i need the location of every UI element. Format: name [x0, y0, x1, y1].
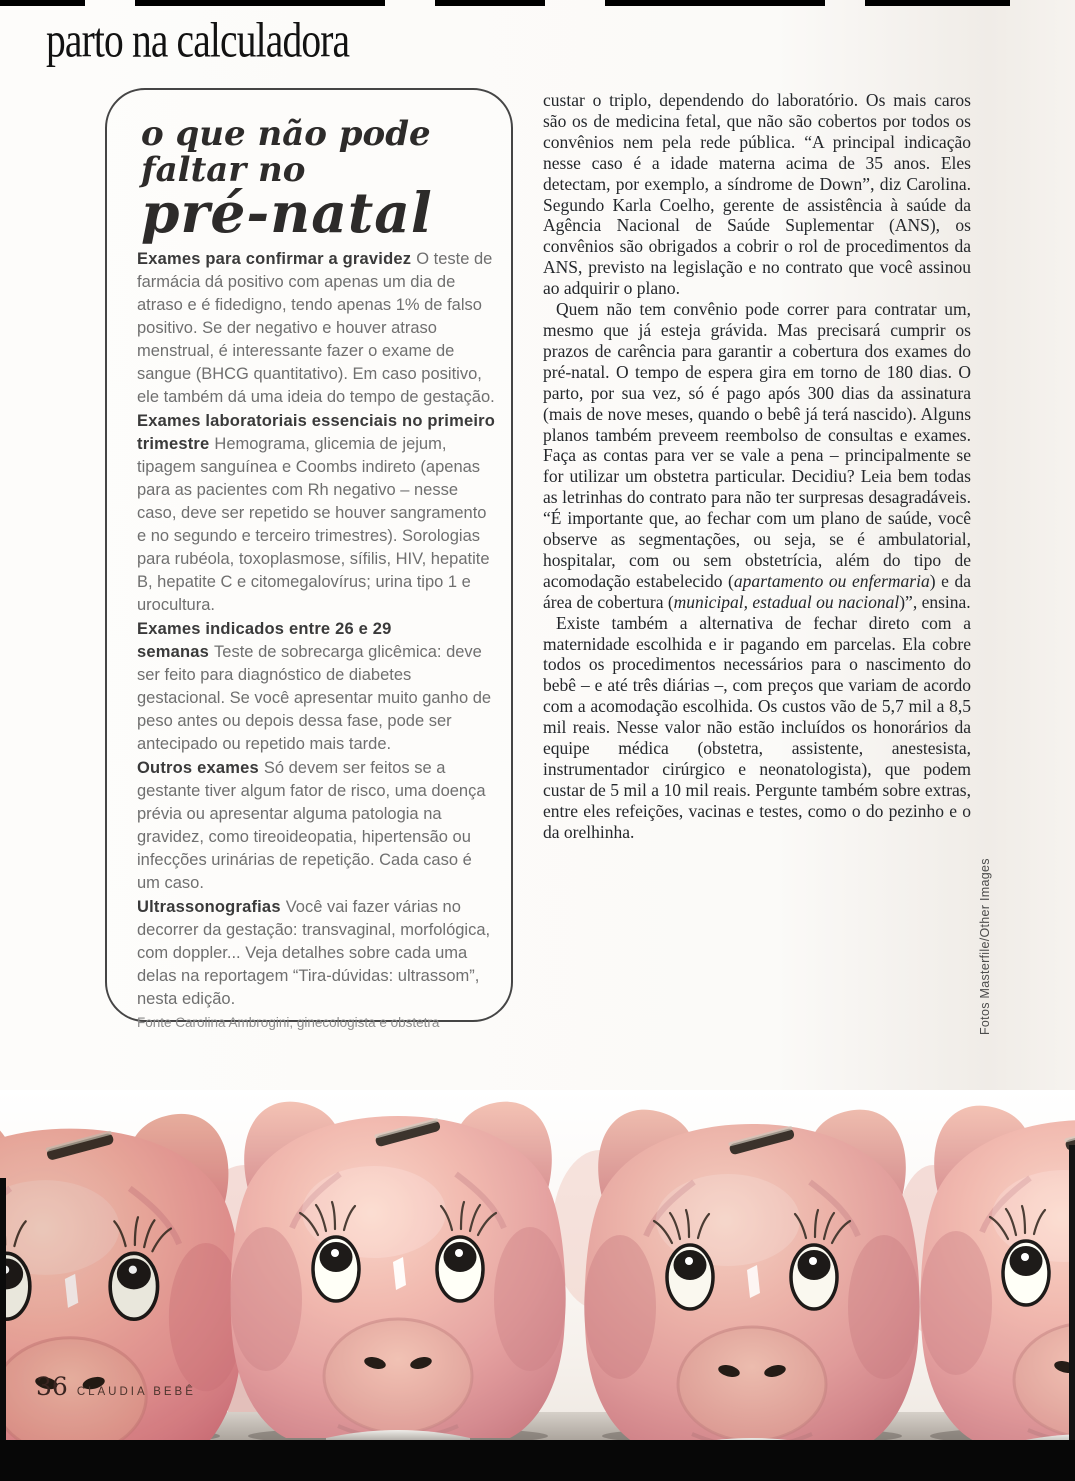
piggy-bank-4 [920, 1106, 1075, 1450]
paragraph-text-italic: apartamento ou enfermaria [733, 570, 930, 591]
section-lead: Ultrassonografias [137, 898, 281, 916]
section-text: Teste de sobrecarga glicêmica: deve ser feito para diagnóstico de diabetes gestacional. Se você apresentar muito ganho de peso antes ou depois dessa fase, pode ser antecipado ou repetido mais tarde. [137, 643, 492, 753]
scan-edge-right [1069, 1145, 1075, 1481]
scan-edge-left [0, 1178, 6, 1481]
article-paragraph [543, 299, 971, 613]
page-number: 36 [36, 1372, 68, 1401]
paragraph-text-italic: municipal, estadual ou nacional [673, 591, 900, 612]
section-text: Hemograma, glicemia de jejum, tipagem sanguínea e Coombs indireto (apenas para as pacientes com Rh negativo – nesse caso, deve ser repetido se houver sangramento e no segundo e terceiro trimestres). Sorologias para rubéola, toxoplasmose, sífilis, HIV, hepatite B, hepatite C e citomegalovírus; urina tipo 1 e urocultura. [137, 435, 490, 614]
scan-edge-top [0, 0, 1075, 6]
box-section [137, 410, 495, 617]
box-section [137, 757, 495, 895]
box-title [141, 114, 495, 245]
paragraph-text: ) e da área de cobertura ( [543, 570, 971, 612]
article-column [543, 90, 971, 843]
section-lead: Outros exames [137, 759, 259, 777]
paragraph-text: Existe também a alternativa de fechar direto com a maternidade escolhida e ir pagando em parcelas. Ela cobre todos os procedimentos necessários para o nascimento do bebê – e até três diárias –, com preços que variam de acordo com a acomodação escolhida. Os custos vão de 5,7 mil a 8,5 mil reais. Nesse valor não estão incluídos os honorários da equipe médica (obstetra, assistente, anestesista, instrumentador cirúrgico e neonatologista), que podem custar de 5 mil a 10 mil reais. Pergunte também sobre extras, entre eles refeições, vacinas e testes, como o do pezinho e o da orelhinha. [543, 612, 971, 842]
section-text: Só devem ser feitos se a gestante tiver algum fator de risco, uma doença prévia ou apresentar alguma patologia na gravidez, como tireoideopatia, hipertensão ou infecções urinárias de repetição. Cada caso é um caso. [137, 759, 486, 892]
piggy-banks-illustration [0, 1090, 1075, 1481]
piggy-bank-1 [0, 1114, 243, 1469]
piggy-bank-3 [584, 1110, 920, 1454]
section-lead: Exames indicados entre 26 e 29 semanas [137, 620, 392, 661]
section-text: Você vai fazer várias no decorrer da gestação: transvaginal, morfológica, com doppler... Veja detalhes sobre cada uma delas na reportagem “Tira-dúvidas: ultrassom”, nesta edição. [137, 898, 491, 1008]
box-title-line2: pré-natal [141, 180, 433, 245]
box-section [137, 618, 495, 756]
photo-credit: Fotos Masterfile/Other Images [978, 858, 992, 1035]
section-lead: Exames para confirmar a gravidez [137, 250, 412, 268]
piggy-banks-photo [0, 1090, 1075, 1481]
section-text: O teste de farmácia dá positivo com apenas um dia de atraso e é fidedigno, tendo apenas 1% de falso positivo. Se der negativo e houver atraso menstrual, é interessante fazer o exame de sangue (BHCG quantitativo). Em caso positivo, ele também dá uma ideia do tempo de gestação. [137, 250, 495, 406]
prenatal-checklist-box [105, 88, 513, 1030]
article-paragraph [543, 90, 971, 299]
section-lead: Exames laboratoriais essenciais no primeiro trimestre [137, 412, 496, 453]
page-footer [36, 1372, 196, 1401]
scan-edge-bottom [0, 1440, 1075, 1481]
paragraph-text: )”, ensina. [899, 591, 971, 612]
source-credit: Fonte Carolina Ambrogini, ginecologista e obstetra [137, 1015, 440, 1030]
magazine-title: CLAUDIA BEBÊ [76, 1386, 196, 1398]
paragraph-text: Quem não tem convênio pode correr para contratar um, mesmo que já esteja grávida. Mas precisará cumprir os prazos de carência para garantir a cobertura dos exames do pré-natal. O tempo de espera gira em torno de 180 dias. O parto, por sua vez, só é pago após 300 dias da assinatura (mais de nove meses, quando o bebê já terá nascido). Alguns planos também preveem reembolso de consultas e exames. Faça as contas para ver se vale a pena – principalmente se for utilizar um obstetra particular. Decidiu? Leia bem todas as letrinhas do contrato para não ter surpresas desagradáveis. “É importante que, ao fechar com um plano de saúde, você observe as segmentações, ou seja, se é ambulatorial, hospitalar, com ou sem obstetrícia, além do tipo de acomodação estabelecido ( [543, 299, 971, 591]
paragraph-text: custar o triplo, dependendo do laboratório. Os mais caros são os de medicina fetal, que não são cobertos por todos os convênios nem pela rede pública. “A principal indicação nesse caso é a idade materna acima de 35 anos. Eles detectam, por exemplo, a síndrome de Down”, diz Carolina. Segundo Karla Coelho, gerente de assistência à saúde da Agência Nacional de Saúde Suplementar (ANS), os convênios são obrigados a cobrir o rol de procedimentos da ANS, previsto na legislação e no contrato que você assinou ao adquirir o plano. [543, 90, 971, 299]
box-section [137, 248, 495, 409]
box-section [137, 896, 495, 1011]
page-title: parto na calculadora [46, 13, 350, 69]
article-paragraph [543, 613, 971, 843]
piggy-bank-2 [230, 1102, 566, 1446]
box-title-line1: o que não pode faltar no [141, 114, 431, 190]
